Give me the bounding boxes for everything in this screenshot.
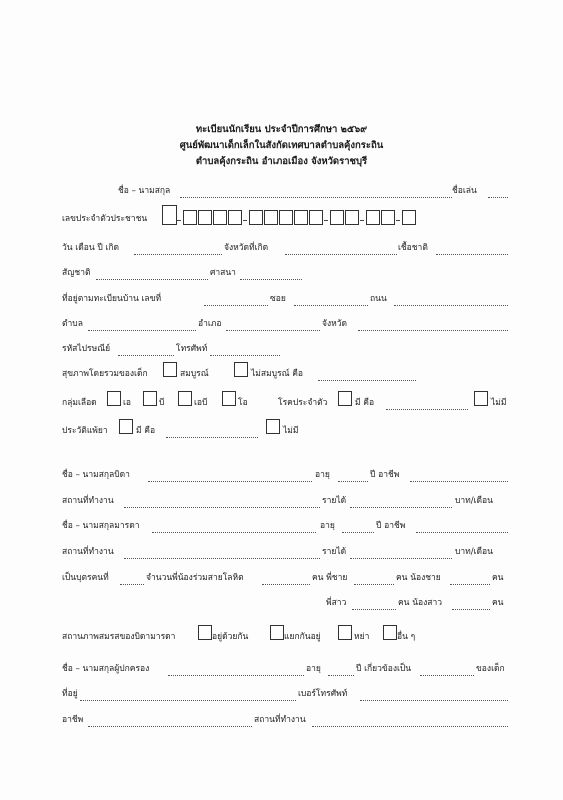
older-brother-label: คน พี่ชาย (312, 573, 348, 583)
id-digit-box[interactable] (213, 210, 227, 225)
older-brother-field[interactable] (354, 584, 394, 585)
soi-label: ซอย (270, 294, 286, 304)
dob-field[interactable] (134, 254, 222, 255)
race-label: เชื้อชาติ (398, 243, 428, 253)
marital-status-label: สถานภาพสมรสของบิดามารดา (62, 632, 176, 642)
id-digit-box[interactable] (162, 205, 177, 225)
nationality-label: สัญชาติ (62, 268, 91, 278)
guardian-phone-field[interactable] (360, 700, 508, 701)
id-digit-box[interactable] (381, 210, 395, 225)
health-incomplete-checkbox[interactable] (234, 362, 248, 377)
unit-person-label: คน (492, 598, 504, 608)
child-order-field[interactable] (120, 584, 144, 585)
marital-together-label: อยู่ด้วยกัน (212, 632, 249, 642)
religion-label: ศาสนา (210, 268, 236, 278)
disease-no-label: ไม่มี (491, 398, 507, 408)
mother-name-field[interactable] (152, 532, 316, 533)
father-income-unit: บาท/เดือน (455, 496, 493, 506)
national-id-label: เลขประจำตัวประชาชน (62, 214, 148, 224)
child-name-label: ชื่อ – นามสกุล (118, 186, 171, 196)
form-title: ทะเบียนนักเรียน ประจำปีการศึกษา ๒๕๖๙ (195, 124, 368, 135)
id-digit-box[interactable] (330, 210, 344, 225)
province-field[interactable] (358, 330, 508, 331)
guardian-age-field[interactable] (328, 675, 354, 676)
sibling-count-label: จำนวนพี่น้องร่วมสายโลหิต (146, 573, 244, 583)
allergy-detail-field[interactable] (166, 437, 258, 438)
mother-occupation-field[interactable] (416, 532, 508, 533)
older-sister-label: พี่สาว (326, 598, 347, 608)
birth-province-label: จังหวัดที่เกิด (224, 243, 269, 253)
father-name-field[interactable] (148, 481, 312, 482)
marital-divorced-checkbox[interactable] (338, 625, 352, 640)
mother-workplace-label: สถานที่ทำงาน (62, 547, 114, 557)
disease-yes-checkbox[interactable] (338, 391, 352, 406)
id-separator (396, 220, 400, 221)
guardian-occupation-field[interactable] (88, 726, 252, 727)
father-occupation-label: ปี อาชีพ (370, 470, 400, 480)
mother-occupation-label: ปี อาชีพ (376, 521, 406, 531)
blood-o-checkbox[interactable] (222, 391, 236, 406)
older-sister-field[interactable] (352, 609, 396, 610)
disease-yes-label: มี คือ (355, 398, 375, 408)
mother-income-label: รายได้ (322, 547, 347, 557)
guardian-phone-label: เบอร์โทรศัพท์ (298, 689, 348, 699)
allergy-yes-checkbox[interactable] (119, 419, 133, 434)
id-digit-box[interactable] (198, 210, 212, 225)
road-label: ถนน (370, 294, 387, 304)
address-label: ที่อยู่ตามทะเบียนบ้าน เลขที่ (62, 294, 162, 304)
mother-income-field[interactable] (350, 558, 452, 559)
postcode-field[interactable] (118, 355, 174, 356)
nationality-field[interactable] (96, 279, 208, 280)
health-detail-field[interactable] (318, 380, 416, 381)
marital-divorced-label: หย่า (354, 632, 370, 642)
blood-ab-label: เอบี (194, 398, 208, 408)
id-digit-box[interactable] (183, 210, 197, 225)
id-digit-box[interactable] (264, 210, 278, 225)
dob-label: วัน เดือน ปี เกิด (62, 243, 119, 253)
id-digit-box[interactable] (309, 210, 323, 225)
religion-field[interactable] (240, 279, 302, 280)
marital-other-checkbox[interactable] (383, 625, 397, 640)
father-age-field[interactable] (338, 481, 368, 482)
phone-label: โทรศัพท์ (176, 344, 208, 354)
district-field[interactable] (226, 330, 320, 331)
blood-b-checkbox[interactable] (143, 391, 157, 406)
disease-no-checkbox[interactable] (474, 391, 488, 406)
marital-separated-label: แยกกันอยู่ (284, 632, 321, 642)
health-label: สุขภาพโดยรวมของเด็ก (62, 369, 148, 379)
form-subtitle-center: ศูนย์พัฒนาเด็กเล็กในสังกัดเทศบาลตำบลคุ้งกระถิน (179, 140, 384, 151)
father-workplace-field[interactable] (124, 507, 320, 508)
child-order-label: เป็นบุตรคนที่ (62, 573, 109, 583)
guardian-relation-label: ปี เกี่ยวข้องเป็น (356, 664, 412, 674)
child-nickname-label: ชื่อเล่น (452, 186, 477, 196)
child-nickname-field[interactable] (488, 197, 508, 198)
health-complete-checkbox[interactable] (163, 362, 177, 377)
guardian-workplace-field[interactable] (312, 726, 508, 727)
guardian-workplace-label: สถานที่ทำงาน (254, 715, 306, 725)
road-field[interactable] (394, 305, 508, 306)
health-complete-label: สมบูรณ์ (180, 369, 209, 379)
younger-sister-field[interactable] (452, 609, 490, 610)
mother-name-label: ชื่อ – นามสกุลมารดา (62, 521, 140, 531)
phone-field[interactable] (210, 355, 280, 356)
father-income-label: รายได้ (322, 496, 347, 506)
birth-province-field[interactable] (285, 254, 397, 255)
unit-person-label: คน (492, 573, 504, 583)
health-incomplete-label: ไม่สมบูรณ์ คือ (251, 369, 304, 379)
guardian-address-label: ที่อยู่ (62, 689, 78, 699)
subdistrict-label: ตำบล (62, 319, 83, 329)
sibling-count-field[interactable] (262, 584, 310, 585)
mother-workplace-field[interactable] (124, 558, 320, 559)
father-workplace-label: สถานที่ทำงาน (62, 496, 114, 506)
marital-separated-checkbox[interactable] (270, 625, 284, 640)
id-digit-box[interactable] (345, 210, 359, 225)
id-digit-box[interactable] (279, 210, 293, 225)
father-income-field[interactable] (350, 507, 452, 508)
allergy-no-checkbox[interactable] (266, 419, 280, 434)
mother-age-field[interactable] (342, 532, 374, 533)
guardian-age-label: อายุ (306, 664, 321, 674)
mother-age-label: อายุ (320, 521, 335, 531)
blood-group-label: กลุ่มเลือด (62, 398, 97, 408)
allergy-label: ประวัติแพ้ยา (62, 426, 108, 436)
guardian-occupation-label: อาชีพ (62, 715, 84, 725)
id-digit-box[interactable] (228, 210, 242, 225)
id-digit-box[interactable] (402, 210, 416, 225)
father-occupation-field[interactable] (410, 481, 508, 482)
id-digit-box[interactable] (249, 210, 263, 225)
guardian-relation-suffix: ของเด็ก (476, 664, 505, 674)
soi-field[interactable] (294, 305, 368, 306)
house-number-field[interactable] (204, 305, 268, 306)
province-label: จังหวัด (322, 319, 348, 329)
postcode-label: รหัสไปรษณีย์ (62, 344, 111, 354)
father-name-label: ชื่อ – นามสกุลบิดา (62, 470, 130, 480)
guardian-name-label: ชื่อ – นามสกุลผู้ปกครอง (62, 664, 150, 674)
younger-brother-field[interactable] (450, 584, 490, 585)
guardian-name-field[interactable] (168, 675, 304, 676)
allergy-yes-label: มี คือ (136, 426, 156, 436)
younger-sister-label: คน น้องสาว (398, 598, 442, 608)
guardian-address-field[interactable] (80, 700, 296, 701)
blood-a-checkbox[interactable] (107, 391, 121, 406)
id-separator (177, 220, 181, 221)
allergy-no-label: ไม่มี (283, 426, 299, 436)
form-subtitle-location: ตำบลคุ้งกระถิน อำเภอเมือง จังหวัดราชบุรี (195, 156, 368, 167)
race-field[interactable] (436, 254, 508, 255)
mother-income-unit: บาท/เดือน (455, 547, 493, 557)
disease-detail-field[interactable] (386, 409, 468, 410)
id-separator (324, 220, 328, 221)
id-separator (243, 220, 247, 221)
blood-a-label: เอ (123, 398, 132, 408)
younger-brother-label: คน น้องชาย (396, 573, 441, 583)
id-digit-box[interactable] (366, 210, 380, 225)
id-digit-box[interactable] (294, 210, 308, 225)
id-separator (360, 220, 364, 221)
blood-o-label: โอ (238, 398, 248, 408)
marital-together-checkbox[interactable] (198, 625, 212, 640)
blood-b-label: บี (159, 398, 165, 408)
disease-label: โรคประจำตัว (278, 398, 328, 408)
subdistrict-field[interactable] (88, 330, 196, 331)
district-label: อำเภอ (198, 319, 222, 329)
father-age-label: อายุ (315, 470, 330, 480)
blood-ab-checkbox[interactable] (178, 391, 192, 406)
child-name-field[interactable] (180, 197, 452, 198)
guardian-relation-field[interactable] (420, 675, 474, 676)
marital-other-label: อื่น ๆ (397, 632, 416, 642)
